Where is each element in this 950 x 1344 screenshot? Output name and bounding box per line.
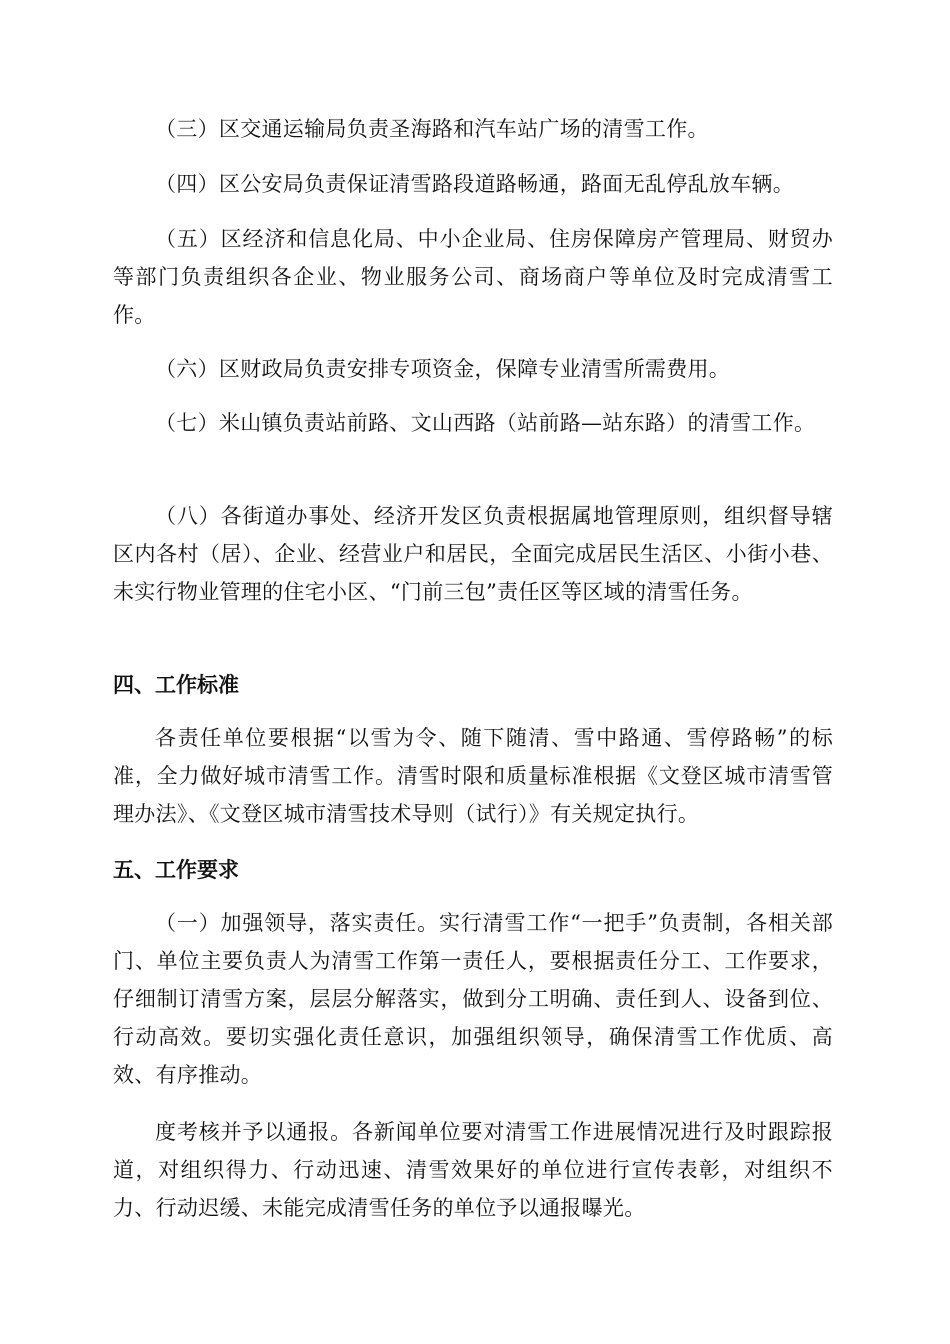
paragraph-item-5: （五）区经济和信息化局、中小企业局、住房保障房产管理局、财贸办等部门负责组织各企业、物业服务公司、商场商户等单位及时完成清雪工作。 — [113, 227, 833, 327]
paragraph-requirement-1: （一）加强领导，落实责任。实行清雪工作“一把手”负责制，各相关部门、单位主要负责人为清雪工作第一责任人，要根据责任分工、工作要求，仔细制订清雪方案，层层分解落实，做到分工明确、责任到人、设备到位、行动高效。要切实强化责任意识，加强组织领导，确保清雪工作优质、高效、有序推动。 — [113, 911, 833, 1087]
paragraph-continuation: 度考核并予以通报。各新闻单位要对清雪工作进展情况进行及时跟踪报道，对组织得力、行动迅速、清雪效果好的单位进行宣传表彰，对组织不力、行动迟缓、未能完成清雪任务的单位予以通报曝光。 — [113, 1120, 833, 1220]
paragraph-item-7: （七）米山镇负责站前路、文山西路（站前路—站东路）的清雪工作。 — [155, 411, 816, 435]
paragraph-item-6: （六）区财政局负责安排专项资金，保障专业清雪所需费用。 — [155, 357, 731, 381]
section-heading-standards: 四、工作标准 — [113, 673, 239, 697]
paragraph-item-4: （四）区公安局负责保证清雪路段道路畅通，路面无乱停乱放车辆。 — [155, 172, 794, 196]
section-heading-requirements: 五、工作要求 — [113, 858, 239, 882]
paragraph-item-8: （八）各街道办事处、经济开发区负责根据属地管理原则，组织督导辖区内各村（居）、企业、经营业户和居民，全面完成居民生活区、小街小巷、未实行物业管理的住宅小区、“门前三包”责任区等区域的清雪任务。 — [113, 504, 833, 604]
paragraph-item-3: （三）区交通运输局负责圣海路和汽车站广场的清雪工作。 — [155, 117, 709, 141]
paragraph-standards: 各责任单位要根据“以雪为令、随下随清、雪中路通、雪停路畅”的标准，全力做好城市清雪工作。清雪时限和质量标准根据《文登区城市清雪管理办法》、《文登区城市清雪技术导则（试行）》有关规定执行。 — [113, 726, 833, 826]
